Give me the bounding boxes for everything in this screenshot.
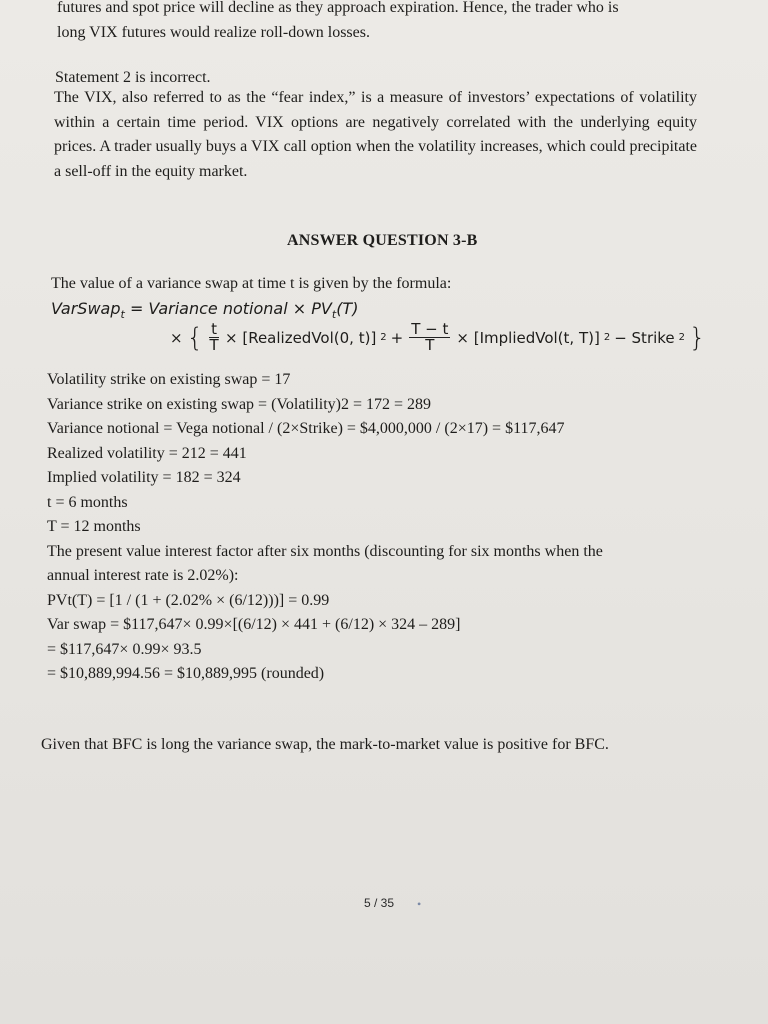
calc-line-variance-strike: Variance strike on existing swap = (Volatility)2 = 172 = 289 [47,395,432,413]
calc-line-var-swap: Var swap = $117,647× 0.99×[(6/12) × 441 + (6/12) × 324 – 289] [47,616,461,633]
formula-lhs-subscript: t [120,308,125,322]
formula-rhs-subscript: t [331,308,337,322]
fraction-1-numerator: t [211,320,218,338]
intro-line-2: long VIX futures would realize roll-down losses. [57,23,370,41]
section-heading: ANSWER QUESTION 3-B [287,232,478,249]
strike-term: − Strike [614,328,675,347]
fraction-T-minus-t-over-T [409,322,450,353]
calc-line-pv-factor-rate: annual interest rate is 2.02%): [47,567,239,584]
formula-rhs: = Variance notional × PV [129,299,332,318]
fraction-t-over-T [209,322,219,353]
intro-paragraph [57,0,619,45]
calc-line-implied-volatility: Implied volatility = 182 = 324 [47,469,241,486]
formula-lhs: VarSwap [51,299,121,318]
formula-plus: + [390,328,404,347]
calc-line-volatility-strike: Volatility strike on existing swap = 17 [47,371,291,388]
formula-times: × [170,328,183,347]
calc-line-T: T = 12 months [47,518,141,535]
calculation-lines [47,368,603,687]
calc-line-t: t = 6 months [47,493,128,511]
calc-line-pv-factor: PVt(T) = [1 / (1 + (2.02% × (6/12)))] = 0.99 [47,591,330,609]
realized-vol-term: × [RealizedVol(0, t)] [225,328,377,347]
formula-brace-close: } [689,322,706,353]
calc-line-var-swap-step: = $117,647× 0.99× 93.5 [47,640,202,658]
realized-vol-square: 2 [380,332,387,343]
implied-vol-term: × [ImpliedVol(t, T)] [456,328,600,347]
formula-rhs-tail: (T) [336,299,359,318]
fraction-1-denominator: T [209,336,219,354]
conclusion-paragraph: Given that BFC is long the variance swap, the mark-to-market value is positive for BFC. [41,736,609,753]
fraction-2-numerator: T − t [411,320,449,338]
page-number: 5 / 35 [364,896,395,910]
calc-line-variance-notional: Variance notional = Vega notional / (2×Strike) = $4,000,000 / (2×17) = $117,647 [47,420,565,437]
formula-intro: The value of a variance swap at time t is given by the formula: [51,275,452,292]
bullet-dot: • [417,897,422,911]
intro-line-1: futures and spot price will decline as they approach expiration. Hence, the trader who is [57,0,619,16]
calc-line-var-swap-result: = $10,889,994.56 = $10,889,995 (rounded) [47,665,325,682]
statement-2-body: The VIX, also referred to as the “fear index,” is a measure of investors’ expectations of volatility within a certain time period. VIX options are negatively correlated with the underlying equity prices. A trader usually buys a VIX call option when the volatility increases, which could precipitate a sell-off in the equity market. [54,89,697,180]
variance-swap-formula-line-2 [170,322,706,353]
calc-line-pv-factor-intro: The present value interest factor after six months (discounting for six months when the [47,542,603,560]
implied-vol-square: 2 [603,332,611,343]
calc-line-realized-volatility: Realized volatility = 212 = 441 [47,444,247,462]
formula-brace-open: { [186,322,204,353]
fraction-2-denominator: T [425,336,435,354]
statement-2-title: Statement 2 is incorrect. [55,69,211,86]
strike-square: 2 [678,332,686,343]
